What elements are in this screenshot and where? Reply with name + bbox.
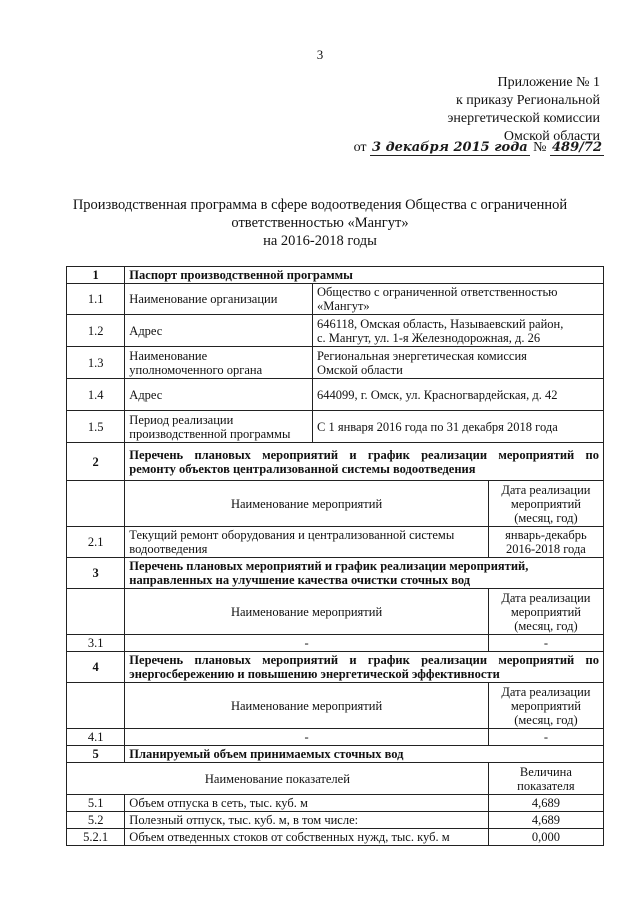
header-line: Дата реализации <box>501 590 591 605</box>
header-line: мероприятий <box>510 604 581 619</box>
row-name: Объем отведенных стоков от собственных нужд, тыс. куб. м <box>125 829 489 846</box>
row-value: 644099, г. Омск, ул. Красногвардейская, д. 42 <box>312 379 603 411</box>
table-row <box>67 379 604 411</box>
row-value-line: Омской области <box>316 362 403 377</box>
row-name: Объем отпуска в сеть, тыс. куб. м <box>125 795 489 812</box>
blank-cell <box>67 481 125 527</box>
header-line: Дата реализации <box>501 482 591 497</box>
row-number: 2.1 <box>67 527 125 558</box>
document-title <box>40 196 600 250</box>
column-header-date <box>488 683 603 729</box>
section-3-header <box>67 558 604 589</box>
row-value-line: с. Мангут, ул. 1-я Железнодорожная, д. 26 <box>316 330 541 345</box>
order-number-handwritten: 489/72 <box>552 140 602 155</box>
row-value: 4,689 <box>488 812 603 829</box>
row-value-line: «Мангут» <box>316 299 370 313</box>
row-number: 5.2 <box>67 812 125 829</box>
order-date-prefix: от <box>353 140 367 155</box>
row-number: 1.5 <box>67 411 125 443</box>
row-value: 0,000 <box>488 829 603 846</box>
column-header-date <box>488 481 603 527</box>
table-row <box>67 284 604 315</box>
row-date: - <box>488 729 603 746</box>
column-header-row <box>67 683 604 729</box>
row-value: 4,689 <box>488 795 603 812</box>
row-label: Адрес <box>125 315 313 347</box>
section-3-heading <box>125 558 604 589</box>
row-number: 1.1 <box>67 284 125 315</box>
section-4-header <box>67 652 604 683</box>
row-number: 5.2.1 <box>67 829 125 846</box>
row-date-line: январь-декабрь <box>505 528 587 542</box>
title-line-3: на 2016-2018 годы <box>263 233 377 249</box>
header-line: Величина <box>519 764 572 779</box>
appendix-block <box>447 74 600 146</box>
appendix-line-3: энергетической комиссии <box>447 111 600 126</box>
column-header-name: Наименование показателей <box>67 763 489 795</box>
heading-line: Перечень плановых мероприятий и график реализации мероприятий по <box>129 447 599 462</box>
production-program-table <box>66 266 604 846</box>
section-2-number: 2 <box>67 443 125 481</box>
blank-cell <box>67 683 125 729</box>
row-label <box>125 347 313 379</box>
order-date-line <box>354 140 604 156</box>
column-header-row <box>67 481 604 527</box>
row-label <box>125 411 313 443</box>
column-header-value <box>488 763 603 795</box>
row-date-line: 2016-2018 года <box>505 542 586 556</box>
row-number: 1.4 <box>67 379 125 411</box>
row-label: Наименование организации <box>125 284 313 315</box>
order-date-handwritten: 3 декабря 2015 года <box>372 140 528 155</box>
header-line: (месяц, год) <box>514 510 578 525</box>
table-row <box>67 411 604 443</box>
column-header-row <box>67 763 604 795</box>
row-number: 1.2 <box>67 315 125 347</box>
section-2-header <box>67 443 604 481</box>
row-name-line: Текущий ремонт оборудования и централизованной системы <box>129 528 455 542</box>
section-1-heading: Паспорт производственной программы <box>125 267 604 284</box>
row-name: Полезный отпуск, тыс. куб. м, в том числе: <box>125 812 489 829</box>
row-name: - <box>125 635 489 652</box>
title-line-1: Производственная программа в сфере водоотведения Общества с ограниченной <box>72 197 568 213</box>
heading-line: ремонту объектов централизованной системы водоотведения <box>129 461 476 476</box>
column-header-name: Наименование мероприятий <box>125 589 489 635</box>
row-value-line: 646118, Омская область, Называевский район, <box>316 316 564 331</box>
header-line: Дата реализации <box>501 684 591 699</box>
heading-line: Перечень плановых мероприятий и график реализации мероприятий по <box>129 653 599 667</box>
row-name: - <box>125 729 489 746</box>
title-line-2: ответственностью «Мангут» <box>231 215 409 231</box>
table-row <box>67 812 604 829</box>
row-number: 5.1 <box>67 795 125 812</box>
column-header-row <box>67 589 604 635</box>
table-row <box>67 347 604 379</box>
header-line: (месяц, год) <box>514 712 578 727</box>
section-5-number: 5 <box>67 746 125 763</box>
order-number-label: № <box>533 140 547 155</box>
section-1-header <box>67 267 604 284</box>
header-line: мероприятий <box>510 496 581 511</box>
table-row <box>67 729 604 746</box>
section-4-heading <box>125 652 604 683</box>
row-label-line: Период реализации <box>129 412 234 427</box>
section-3-number: 3 <box>67 558 125 589</box>
blank-cell <box>67 589 125 635</box>
table-row <box>67 795 604 812</box>
page-number: 3 <box>316 47 324 62</box>
table-row <box>67 315 604 347</box>
section-5-header <box>67 746 604 763</box>
header-line: (месяц, год) <box>514 618 578 633</box>
row-date <box>488 527 603 558</box>
column-header-name: Наименование мероприятий <box>125 683 489 729</box>
row-number: 3.1 <box>67 635 125 652</box>
section-4-number: 4 <box>67 652 125 683</box>
row-value-line: Региональная энергетическая комиссия <box>316 348 527 363</box>
section-1-number: 1 <box>67 267 125 284</box>
header-line: мероприятий <box>510 698 581 713</box>
heading-line: направленных на улучшение качества очистки сточных вод <box>129 573 471 587</box>
appendix-line-2: к приказу Региональной <box>455 93 600 108</box>
row-name-line: водоотведения <box>129 542 208 556</box>
table-row <box>67 829 604 846</box>
row-name <box>125 527 489 558</box>
row-label-line: Наименование <box>129 348 208 363</box>
row-value-line: Общество с ограниченной ответственностью <box>316 285 558 299</box>
table-row <box>67 527 604 558</box>
header-line: показателя <box>517 778 575 793</box>
column-header-name: Наименование мероприятий <box>125 481 489 527</box>
row-date: - <box>488 635 603 652</box>
section-2-heading <box>125 443 604 481</box>
row-label-line: производственной программы <box>129 426 291 441</box>
row-label-line: уполномоченного органа <box>129 362 263 377</box>
row-number: 1.3 <box>67 347 125 379</box>
row-value: С 1 января 2016 года по 31 декабря 2018 года <box>312 411 603 443</box>
appendix-line-1: Приложение № 1 <box>497 75 600 90</box>
row-label: Адрес <box>125 379 313 411</box>
heading-line: Перечень плановых мероприятий и график реализации мероприятий, <box>129 559 529 573</box>
row-value <box>312 347 603 379</box>
row-value <box>312 284 603 315</box>
row-value <box>312 315 603 347</box>
appendix-line-4: Омской области <box>503 129 600 144</box>
column-header-date <box>488 589 603 635</box>
section-5-heading: Планируемый объем принимаемых сточных вод <box>125 746 604 763</box>
row-number: 4.1 <box>67 729 125 746</box>
heading-line: энергосбережению и повышению энергетической эффективности <box>129 667 500 681</box>
table-row <box>67 635 604 652</box>
